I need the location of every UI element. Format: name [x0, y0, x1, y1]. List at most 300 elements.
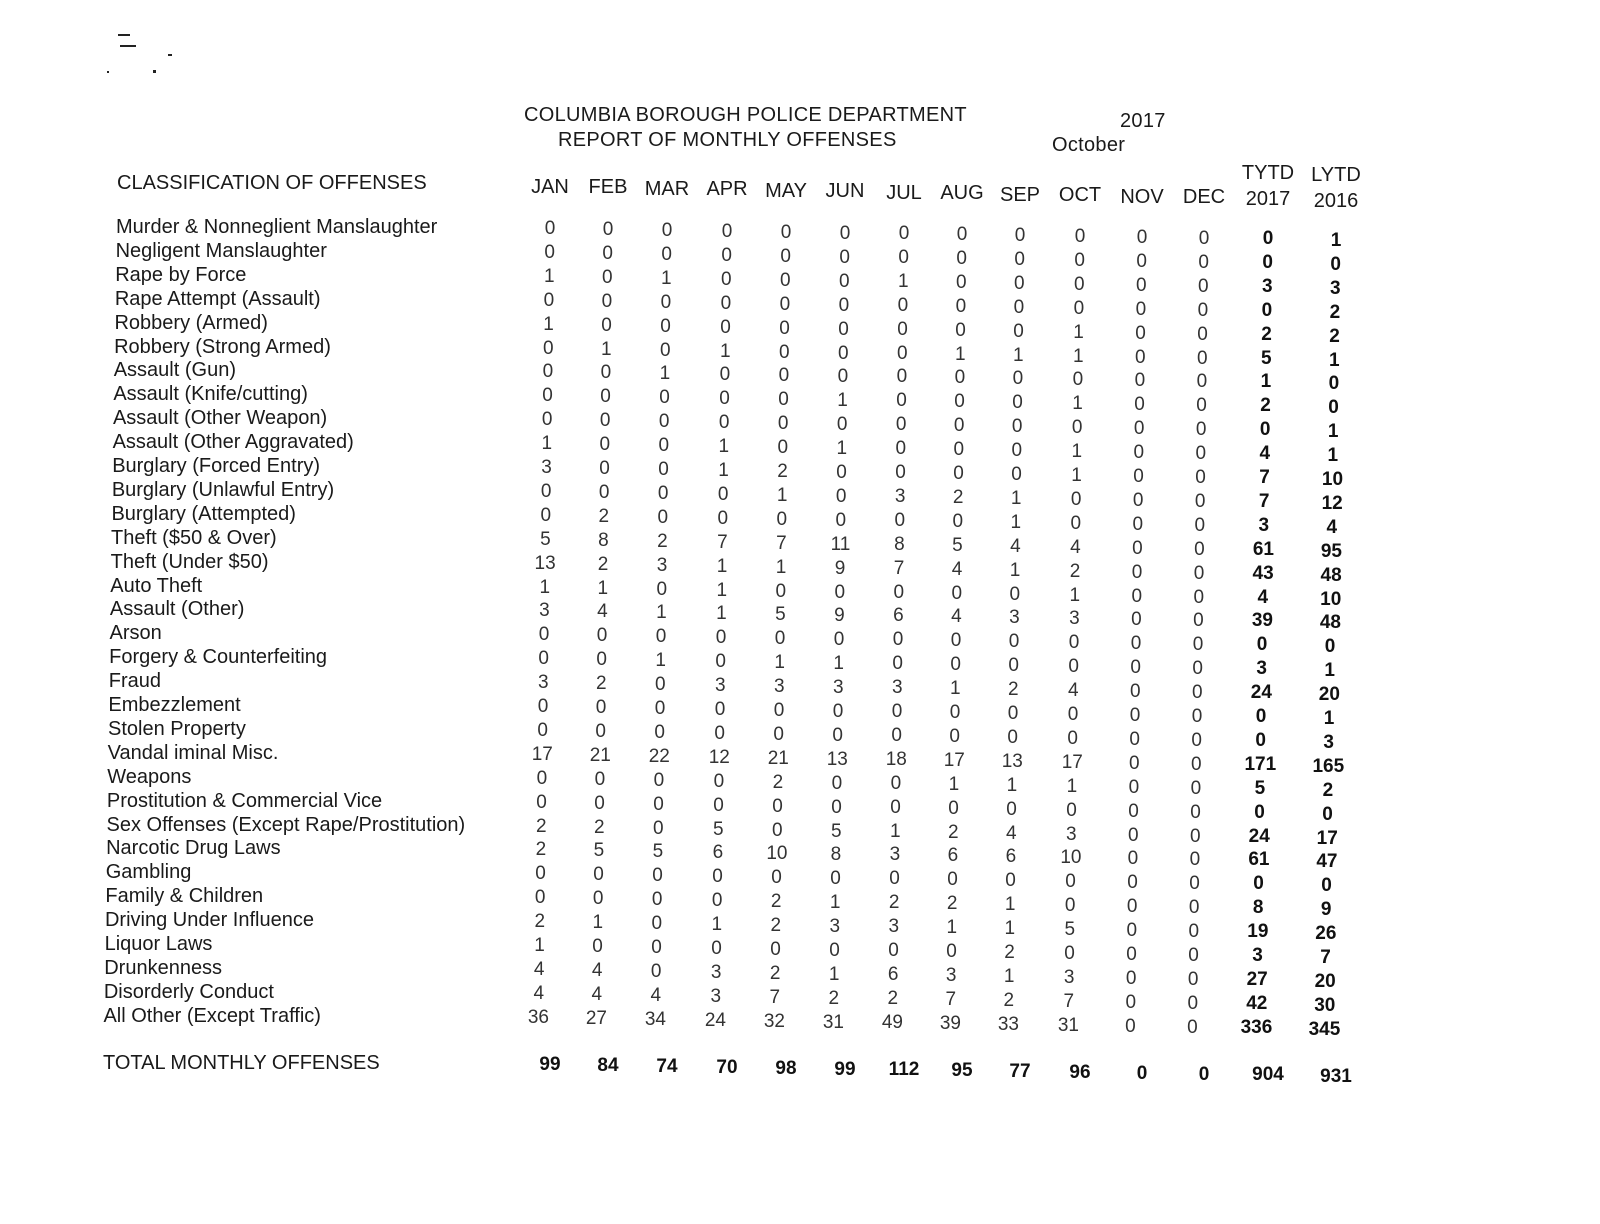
month-value: 0 [1131, 609, 1142, 631]
month-value: 70 [716, 1057, 738, 1078]
month-value: 49 [881, 1011, 903, 1033]
tytd-value: 39 [1251, 610, 1273, 632]
month-value: 0 [1074, 273, 1085, 295]
month-value: 0 [892, 653, 903, 675]
column-header-jun: JUN [825, 180, 865, 202]
month-value: 2 [657, 530, 668, 552]
month-value: 0 [949, 725, 960, 747]
lytd-value: 931 [1320, 1066, 1352, 1087]
month-value: 0 [544, 218, 556, 239]
month-value: 0 [1067, 727, 1078, 749]
month-value: 0 [1127, 872, 1138, 894]
month-value: 0 [542, 337, 554, 359]
month-value: 0 [1011, 464, 1022, 485]
lytd-value: 10 [1321, 469, 1344, 490]
month-value: 0 [1135, 322, 1146, 344]
month-value: 0 [651, 889, 663, 911]
month-value: 3 [715, 675, 726, 697]
lytd-value: 1 [1328, 349, 1340, 371]
month-value: 0 [1194, 490, 1206, 512]
month-value: 0 [1198, 251, 1209, 273]
month-value: 4 [1005, 822, 1017, 844]
month-value: 1 [1010, 487, 1022, 509]
month-value: 0 [660, 291, 672, 313]
month-value: 0 [1134, 370, 1146, 392]
tytd-value: 3 [1258, 514, 1270, 536]
offense-label: Rape by Force [115, 263, 247, 286]
month-value: 0 [1074, 226, 1086, 247]
month-value: 0 [599, 458, 610, 479]
month-value: 9 [834, 557, 846, 579]
offense-label: Auto Theft [110, 574, 203, 597]
month-value: 5 [652, 841, 664, 863]
month-value: 24 [704, 1009, 726, 1031]
month-value: 1 [544, 265, 555, 287]
lytd-value: 1 [1327, 445, 1339, 467]
month-value: 0 [835, 485, 847, 507]
month-value: 0 [1187, 968, 1199, 990]
month-value: 0 [1190, 801, 1201, 823]
month-value: 0 [715, 627, 727, 649]
month-value: 0 [1187, 992, 1199, 1014]
month-value: 6 [712, 842, 724, 864]
offense-label: Assault (Other Weapon) [112, 407, 328, 430]
month-value: 0 [1196, 395, 1207, 417]
month-value: 0 [888, 940, 899, 961]
month-value: 1 [539, 576, 551, 598]
month-value: 0 [1198, 1064, 1210, 1085]
month-value: 3 [1065, 823, 1077, 845]
month-value: 0 [661, 220, 673, 241]
month-value: 5 [1064, 919, 1076, 941]
month-value: 0 [895, 462, 906, 483]
month-value: 0 [1134, 394, 1145, 416]
month-value: 1 [954, 343, 966, 365]
month-value: 0 [1006, 798, 1017, 820]
lytd-value: 47 [1316, 851, 1338, 873]
month-value: 0 [540, 480, 552, 502]
month-value: 4 [591, 983, 603, 1005]
tytd-value: 8 [1252, 897, 1264, 919]
month-value: 1 [597, 577, 609, 599]
department-title: COLUMBIA BOROUGH POLICE DEPARTMENT [524, 104, 967, 126]
tytd-value: 0 [1255, 729, 1266, 751]
month-value: 0 [1128, 776, 1140, 798]
month-value: 0 [655, 674, 666, 696]
lytd-value: 95 [1320, 540, 1342, 562]
month-value: 2 [952, 486, 964, 508]
month-value: 0 [1125, 967, 1137, 989]
month-value: 3 [1063, 966, 1075, 988]
month-value: 2 [772, 771, 784, 793]
month-value: 32 [763, 1010, 785, 1032]
month-value: 3 [892, 677, 903, 699]
lytd-value: 48 [1320, 564, 1342, 586]
month-value: 2 [598, 505, 610, 527]
month-value: 0 [1007, 703, 1019, 724]
month-value: 0 [598, 481, 610, 503]
column-header-jul: JUL [886, 182, 922, 204]
month-value: 1 [774, 652, 785, 674]
month-value: 22 [648, 745, 670, 767]
lytd-value: 26 [1315, 923, 1337, 945]
month-value: 0 [778, 341, 790, 363]
month-value: 2 [596, 673, 607, 695]
month-value: 0 [721, 244, 732, 266]
month-value: 0 [1070, 488, 1082, 510]
month-value: 0 [839, 246, 850, 268]
tytd-value: 336 [1240, 1016, 1273, 1038]
month-value: 0 [947, 869, 958, 891]
offense-label: Family & Children [105, 885, 264, 908]
month-value: 0 [1073, 297, 1085, 319]
offense-label: Arson [109, 622, 162, 645]
month-value: 1 [656, 602, 667, 624]
month-value: 0 [1130, 681, 1141, 703]
month-value: 0 [1065, 871, 1076, 893]
month-value: 0 [1068, 656, 1079, 678]
month-value: 1 [718, 460, 729, 481]
lytd-value: 165 [1312, 755, 1345, 777]
month-value: 0 [537, 719, 548, 741]
month-value: 4 [533, 982, 545, 1004]
month-value: 0 [948, 797, 959, 819]
month-value: 0 [715, 651, 726, 673]
tytd-value: 3 [1252, 945, 1263, 966]
month-value: 3 [894, 485, 906, 507]
month-value: 0 [946, 941, 957, 962]
month-value: 0 [1191, 729, 1202, 751]
month-value: 0 [773, 700, 785, 721]
lytd-value: 12 [1321, 492, 1343, 514]
month-value: 0 [600, 362, 612, 384]
month-value: 4 [1068, 680, 1079, 702]
header-line: LYTD [1311, 164, 1361, 186]
lytd-value: 7 [1320, 947, 1331, 968]
column-header-aug: AUG [940, 182, 984, 204]
month-value: 95 [951, 1060, 973, 1081]
month-value: 0 [540, 504, 552, 526]
month-value: 0 [950, 630, 962, 652]
month-value: 0 [1187, 1016, 1198, 1038]
month-value: 0 [1132, 489, 1144, 511]
month-value: 0 [1066, 799, 1077, 821]
month-value: 1 [1072, 393, 1083, 415]
month-value: 3 [945, 964, 957, 986]
month-value: 1 [833, 653, 844, 675]
month-value: 1 [836, 438, 848, 460]
offense-label: Prostitution & Commercial Vice [106, 789, 383, 812]
month-value: 0 [839, 270, 850, 292]
month-value: 31 [822, 1011, 844, 1033]
month-value: 1 [719, 340, 731, 362]
month-value: 0 [1133, 466, 1144, 487]
month-value: 0 [954, 367, 966, 389]
month-value: 4 [597, 601, 608, 623]
lytd-value: 1 [1330, 230, 1342, 251]
month-value: 0 [593, 864, 604, 886]
month-value: 6 [893, 605, 904, 627]
report-month: October [1052, 134, 1126, 156]
table-row [0, 1004, 1600, 1040]
month-value: 0 [536, 791, 547, 813]
month-value: 0 [956, 224, 968, 245]
lytd-value: 48 [1319, 612, 1341, 634]
month-value: 0 [775, 580, 787, 602]
month-value: 0 [1007, 726, 1018, 748]
month-value: 0 [897, 294, 909, 316]
month-value: 1 [655, 650, 666, 672]
month-value: 6 [947, 845, 959, 867]
month-value: 0 [1008, 631, 1020, 653]
month-value: 2 [1069, 560, 1081, 582]
tytd-value: 0 [1262, 251, 1273, 273]
month-value: 0 [778, 365, 790, 387]
tytd-value: 61 [1248, 849, 1270, 871]
month-value: 6 [887, 963, 899, 985]
month-value: 0 [1136, 274, 1147, 296]
column-header-oct: OCT [1058, 184, 1102, 206]
month-value: 1 [1004, 894, 1016, 916]
lytd-value: 3 [1330, 277, 1341, 299]
month-value: 0 [596, 625, 608, 647]
month-value: 0 [592, 888, 604, 910]
month-value: 0 [953, 463, 964, 484]
lytd-value: 20 [1318, 684, 1340, 706]
month-value: 3 [541, 457, 552, 478]
offense-label: Theft (Under $50) [110, 550, 269, 573]
month-value: 0 [1196, 347, 1208, 369]
month-value: 4 [1010, 535, 1021, 557]
month-value: 0 [714, 699, 726, 720]
month-value: 0 [771, 867, 782, 889]
month-value: 2 [1003, 989, 1015, 1011]
month-value: 0 [660, 315, 671, 337]
month-value: 0 [602, 242, 613, 264]
month-value: 1 [948, 773, 960, 795]
month-value: 0 [651, 913, 663, 935]
month-value: 8 [830, 844, 842, 866]
month-value: 4 [951, 606, 962, 628]
offense-label: Assault (Other) [109, 598, 245, 621]
month-value: 0 [595, 697, 607, 718]
month-value: 0 [1126, 944, 1137, 965]
lytd-value: 0 [1322, 803, 1333, 825]
column-header-apr: APR [706, 178, 748, 200]
column-header-lytd [1308, 162, 1364, 214]
tytd-value: 7 [1259, 467, 1270, 488]
month-value: 2 [828, 987, 840, 1009]
column-header-jan: JAN [531, 176, 569, 198]
month-value: 0 [779, 293, 791, 315]
month-value: 0 [602, 219, 614, 240]
tytd-value: 5 [1260, 347, 1272, 369]
month-value: 0 [1127, 824, 1139, 846]
month-value: 0 [954, 391, 965, 413]
month-value: 0 [770, 939, 781, 960]
month-value: 0 [542, 361, 554, 383]
month-value: 0 [1193, 610, 1204, 632]
offense-label: TOTAL MONTHLY OFFENSES [103, 1052, 380, 1074]
month-value: 5 [952, 534, 963, 556]
month-value: 1 [711, 914, 723, 936]
month-value: 1 [1004, 918, 1016, 940]
month-value: 2 [946, 893, 958, 915]
month-value: 0 [721, 221, 733, 242]
month-value: 0 [894, 509, 906, 531]
month-value: 0 [1133, 418, 1145, 440]
month-value: 0 [829, 940, 840, 961]
month-value: 7 [945, 988, 957, 1010]
month-value: 96 [1069, 1062, 1091, 1083]
tytd-value: 0 [1255, 706, 1267, 727]
month-value: 0 [659, 387, 670, 409]
month-value: 0 [956, 247, 967, 269]
month-value: 0 [712, 866, 723, 888]
classification-header: CLASSIFICATION OF OFFENSES [117, 172, 427, 194]
month-value: 0 [657, 506, 669, 528]
month-value: 0 [1191, 753, 1202, 775]
tytd-value: 0 [1259, 419, 1271, 441]
month-value: 0 [711, 890, 723, 912]
month-value: 1 [1066, 775, 1078, 797]
month-value: 5 [775, 604, 786, 626]
month-value: 21 [589, 744, 611, 766]
month-value: 0 [773, 723, 784, 745]
month-value: 112 [888, 1059, 920, 1080]
month-value: 0 [1013, 320, 1024, 342]
month-value: 0 [594, 792, 605, 814]
tytd-value: 19 [1247, 921, 1269, 943]
month-value: 0 [1064, 943, 1075, 964]
month-value: 0 [594, 768, 606, 790]
month-value: 0 [1011, 416, 1023, 438]
month-value: 0 [893, 581, 905, 603]
offense-label: All Other (Except Traffic) [103, 1004, 321, 1027]
month-value: 0 [1194, 514, 1206, 536]
month-value: 0 [1189, 873, 1200, 895]
month-value: 0 [1197, 323, 1208, 345]
month-value: 0 [1189, 849, 1201, 871]
month-value: 0 [780, 245, 791, 267]
month-value: 0 [1192, 682, 1203, 704]
month-value: 13 [1001, 750, 1023, 772]
offense-label: Embezzlement [108, 694, 241, 716]
month-value: 0 [832, 701, 844, 722]
month-value: 0 [1188, 945, 1199, 966]
offense-label: Burglary (Unlawful Entry) [111, 478, 335, 501]
lytd-value: 20 [1314, 970, 1336, 992]
tytd-value: 0 [1261, 299, 1273, 321]
month-value: 1 [1071, 441, 1083, 463]
month-value: 0 [1013, 296, 1025, 318]
month-value: 0 [534, 887, 546, 909]
month-value: 3 [1069, 608, 1080, 630]
month-value: 9 [834, 605, 845, 627]
month-value: 0 [600, 386, 611, 408]
report-title: REPORT OF MONTHLY OFFENSES [558, 129, 897, 151]
offense-label: Burglary (Attempted) [111, 502, 296, 525]
month-value: 0 [1132, 537, 1143, 559]
tytd-value: 42 [1246, 992, 1268, 1014]
month-value: 3 [829, 916, 841, 938]
offense-label: Stolen Property [108, 717, 246, 740]
month-value: 2 [1008, 679, 1019, 701]
month-value: 33 [997, 1013, 1019, 1035]
month-value: 0 [1130, 633, 1142, 655]
month-value: 4 [591, 959, 603, 981]
month-value: 0 [1198, 228, 1210, 249]
month-value: 2 [769, 962, 781, 984]
lytd-value: 4 [1326, 516, 1338, 538]
month-value: 3 [1009, 607, 1020, 629]
month-value: 0 [834, 581, 846, 603]
column-header-nov: NOV [1120, 186, 1164, 208]
column-header-tytd [1240, 160, 1296, 212]
month-value: 99 [539, 1054, 561, 1075]
month-value: 0 [890, 772, 902, 794]
scan-mark [168, 54, 172, 56]
month-value: 0 [836, 462, 847, 483]
month-value: 0 [536, 767, 548, 789]
month-value: 0 [1126, 896, 1138, 918]
month-value: 0 [779, 317, 790, 339]
tytd-value: 7 [1258, 490, 1270, 512]
month-value: 0 [1198, 275, 1209, 297]
month-value: 0 [1012, 392, 1023, 414]
month-value: 0 [1072, 369, 1084, 391]
month-value: 39 [939, 1012, 961, 1034]
month-value: 1 [1073, 321, 1084, 343]
month-value: 7 [893, 557, 905, 579]
month-value: 0 [658, 435, 670, 457]
offense-label: Forgery & Counterfeiting [109, 646, 328, 669]
month-value: 17 [943, 749, 965, 771]
month-value: 0 [652, 817, 664, 839]
month-value: 0 [718, 412, 730, 434]
month-value: 0 [1195, 467, 1206, 488]
month-value: 1 [543, 313, 554, 335]
month-value: 0 [1008, 655, 1019, 677]
month-value: 13 [826, 748, 848, 770]
month-value: 2 [593, 816, 605, 838]
lytd-value: 17 [1316, 827, 1338, 849]
tytd-value: 3 [1256, 658, 1267, 680]
month-value: 3 [833, 677, 844, 699]
month-value: 17 [1061, 751, 1083, 773]
month-value: 0 [714, 722, 725, 744]
month-value: 0 [953, 415, 965, 437]
month-value: 0 [654, 721, 665, 743]
month-value: 0 [1128, 800, 1139, 822]
month-value: 0 [836, 414, 848, 436]
month-value: 0 [1195, 443, 1207, 465]
month-value: 0 [595, 720, 606, 742]
tytd-value: 43 [1252, 562, 1274, 584]
lytd-value: 1 [1324, 660, 1335, 682]
tytd-value: 171 [1244, 753, 1277, 775]
month-value: 8 [598, 529, 609, 551]
month-value: 0 [1014, 272, 1025, 294]
month-value: 4 [1070, 536, 1081, 558]
tytd-value: 5 [1254, 777, 1266, 799]
month-value: 0 [950, 654, 961, 676]
tytd-value: 61 [1252, 538, 1274, 560]
month-value: 3 [656, 554, 668, 576]
month-value: 2 [777, 461, 788, 482]
month-value: 5 [593, 840, 605, 862]
month-value: 18 [885, 748, 907, 770]
